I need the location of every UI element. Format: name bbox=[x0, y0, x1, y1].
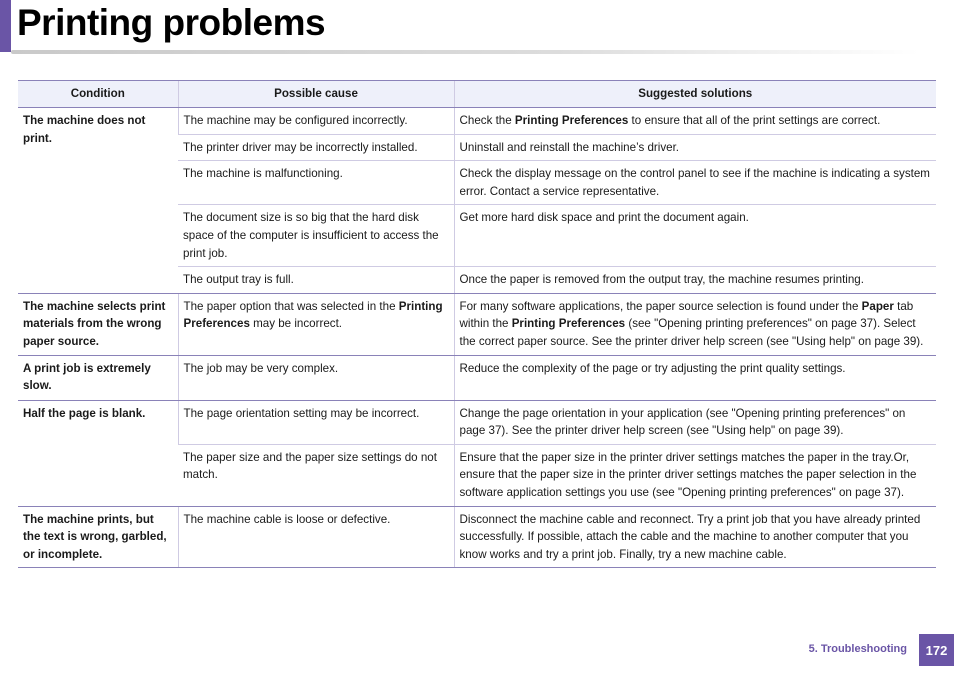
cause-cell: The machine cable is loose or defective. bbox=[178, 506, 454, 568]
title-underline bbox=[11, 50, 919, 54]
solution-cell bbox=[454, 293, 936, 355]
table-row bbox=[18, 108, 936, 135]
solution-cell: Check the display message on the control panel to see if the machine is indicating a system error. Contact a service representative. bbox=[454, 161, 936, 205]
solution-cell: Disconnect the machine cable and reconnect. Try a print job that you have already printed successfully. If possible, attach the cable and the machine to another computer that you know works and try a print job. Finally, try a new machine cable. bbox=[454, 506, 936, 568]
title-accent-bar bbox=[0, 0, 11, 52]
solution-text: to ensure that all of the print settings are correct. bbox=[628, 114, 881, 127]
printing-preferences-term: Printing Preferences bbox=[511, 317, 626, 331]
table-row bbox=[18, 355, 936, 400]
solution-cell: Reduce the complexity of the page or try adjusting the print quality settings. bbox=[454, 355, 936, 400]
cause-cell: The job may be very complex. bbox=[178, 355, 454, 400]
cause-cell: The machine is malfunctioning. bbox=[178, 161, 454, 205]
footer-section-label: 5. Troubleshooting bbox=[808, 643, 907, 655]
table-header-row bbox=[18, 81, 936, 108]
table-row bbox=[18, 506, 936, 568]
header-condition: Condition bbox=[18, 81, 178, 108]
solution-text: Check the bbox=[459, 114, 515, 127]
condition-cell: The machine prints, but the text is wrong, garbled, or incomplete. bbox=[18, 506, 178, 568]
condition-cell: The machine does not print. bbox=[18, 108, 178, 294]
solution-cell: Ensure that the paper size in the printer driver settings matches the paper in the tray.Or, ensure that the paper size in the printer driver settings matches the paper selection in the software application settings you use (see "Opening printing preferences" on page 37). bbox=[454, 444, 936, 506]
cause-cell bbox=[178, 293, 454, 355]
solution-cell: Uninstall and reinstall the machine’s driver. bbox=[454, 134, 936, 161]
printing-preferences-term: Printing Preferences bbox=[514, 114, 629, 127]
cause-cell: The page orientation setting may be incorrect. bbox=[178, 400, 454, 444]
cause-cell: The document size is so big that the hard disk space of the computer is insufficient to access the print job. bbox=[178, 205, 454, 267]
cause-cell: The paper size and the paper size settings do not match. bbox=[178, 444, 454, 506]
solution-cell: Get more hard disk space and print the document again. bbox=[454, 205, 936, 267]
header-suggested-solutions: Suggested solutions bbox=[454, 81, 936, 108]
condition-cell: Half the page is blank. bbox=[18, 400, 178, 506]
printing-problems-table bbox=[18, 80, 936, 568]
solution-cell: Once the paper is removed from the output tray, the machine resumes printing. bbox=[454, 267, 936, 294]
page-title: Printing problems bbox=[17, 2, 326, 43]
condition-cell: A print job is extremely slow. bbox=[18, 355, 178, 400]
cause-cell: The printer driver may be incorrectly installed. bbox=[178, 134, 454, 161]
solution-text: For many software applications, the paper source selection is found under the bbox=[459, 299, 862, 313]
table-row bbox=[18, 400, 936, 444]
table-row bbox=[18, 293, 936, 355]
cause-cell: The output tray is full. bbox=[178, 267, 454, 294]
cause-text: may be incorrect. bbox=[249, 317, 343, 331]
solution-text: tab within the bbox=[459, 299, 914, 331]
printing-preferences-term: Printing Preferences bbox=[183, 299, 443, 331]
condition-cell: The machine selects print materials from the wrong paper source. bbox=[18, 293, 178, 355]
cause-text: The paper option that was selected in the bbox=[183, 299, 399, 313]
page-number-badge: 172 bbox=[919, 634, 954, 666]
cause-cell: The machine may be configured incorrectly. bbox=[178, 108, 454, 135]
solution-cell bbox=[454, 108, 936, 135]
paper-term: Paper bbox=[861, 299, 894, 313]
header-possible-cause: Possible cause bbox=[178, 81, 454, 108]
solution-text: (see "Opening printing preferences" on page 37). Select the correct paper source. See the printer driver help screen (see "Using help" on page 39). bbox=[459, 317, 924, 348]
solution-cell: Change the page orientation in your application (see "Opening printing preferences" on page 37). See the printer driver help screen (see "Using help" on page 39). bbox=[454, 400, 936, 444]
